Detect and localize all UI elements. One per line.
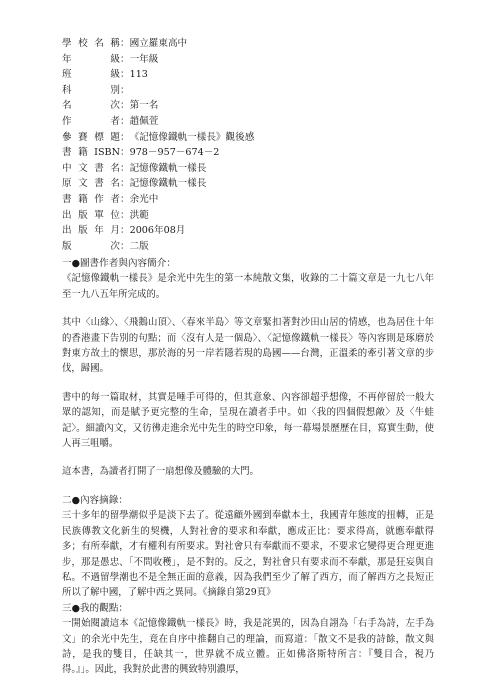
info-value: 113 — [129, 69, 148, 81]
info-row-rank: 名 次 ： 第一名 — [62, 98, 254, 114]
info-value: 《記憶像鐵軌一樣長》觀後感 — [129, 131, 255, 143]
info-row-publisher: 出版單位 ： 洪範 — [62, 208, 254, 224]
info-row-department: 科 別 ： — [62, 83, 254, 99]
paragraph: 書中的每一篇取材，其實是唾手可得的，但其意象、內容卻超乎想像，不再停留於一般大眾的認知，而是賦予更完整的生命，呈現在讀者手中。如〈我的四個假想敵〉及〈牛蛙記〉。細讀內文，又彷彿走進余光中先生的時空印象，每一幕場景歷歷在目，寫實生動，使人再三咀嚼。 — [62, 391, 434, 450]
book-info-block — [62, 36, 254, 254]
info-label: 作 者 — [62, 115, 120, 127]
info-label: 書籍作者 — [62, 193, 120, 205]
info-row-class: 班 級 ： 113 — [62, 67, 254, 83]
info-label: 學校名稱 — [62, 38, 120, 49]
info-value: 國立羅東高中 — [129, 38, 188, 49]
info-row-publish-date: 出版年月 ： 2006年08月 — [62, 223, 254, 239]
info-label: 版 次 — [62, 240, 120, 252]
info-value: 記憶像鐵軌一樣長 — [129, 178, 207, 190]
paragraph: 這本書，為讀者打開了一扇想像及體驗的大門。 — [62, 466, 259, 478]
section-heading-excerpt: 二●內容摘錄： — [62, 494, 128, 506]
info-row-edition: 版 次 ： 二版 — [62, 239, 254, 255]
info-value: 洪範 — [129, 209, 149, 221]
info-value: 二版 — [129, 240, 149, 252]
info-label: 出版年月 — [62, 225, 120, 237]
info-value: 趙佩萱 — [129, 115, 159, 127]
info-label: 年 級 — [62, 53, 120, 65]
info-label: 科 別 — [62, 84, 120, 96]
info-row-author: 作 者 ： 趙佩萱 — [62, 114, 254, 130]
info-label: 名 次 — [62, 100, 120, 112]
info-row-chinese-title: 中文書名 ： 記憶像鐵軌一樣長 — [62, 161, 254, 177]
info-value: 第一名 — [129, 100, 159, 112]
info-row-book-author: 書籍作者 ： 余光中 — [62, 192, 254, 208]
report-body — [62, 256, 434, 678]
paragraph: 三十多年的留學潮似乎是淡下去了。從遠顧外國到奉獻本土，我國青年態度的扭轉，正是民族傳教文化新生的契機，人對社會的要求和奉獻，應成正比：要求得高，就應奉獻得多；有所奉獻，才有權利有所要求。對社會只有奉獻而不要求，不要求它變得更合理更進步，那是愚忠、「不問收穫」，是不對的。反之，對社會只有要求而不奉獻，那是狂妄與自私。不過留學潮也不是全無正面的意義，因為我們至少了解了西方，而了解西方之長短正所以了解中國，了解中西之異同。《摘錄自第29頁》 — [62, 510, 434, 599]
info-value: 一年級 — [129, 53, 159, 65]
info-label: 班 級 — [62, 69, 120, 81]
section-heading-opinion: 三●我的觀點： — [62, 602, 128, 614]
info-label: 中文書名 — [62, 162, 120, 174]
info-label: 參賽標題 — [62, 131, 120, 143]
info-value: 余光中 — [129, 193, 159, 205]
info-value: 978－957－674－2 — [129, 147, 220, 159]
info-label: 原文書名 — [62, 178, 120, 190]
info-label: 出版單位 — [62, 209, 120, 221]
info-row-grade: 年 級 ： 一年級 — [62, 52, 254, 68]
info-value: 記憶像鐵軌一樣長 — [129, 162, 207, 174]
info-value: 2006年08月 — [129, 225, 186, 237]
paragraph: 其中〈山緣〉、〈飛鵝山頂〉、〈春來半島〉等文章緊扣著對沙田山居的情感，也為居住十年的香港畫下告別的句點；而〈沒有人是一個島〉、〈記憶像鐵軌一樣長〉等內容則是琢磨於對東方故土的懷思，那於海的另一岸若隱若現的島國——台灣，正溫柔的牽引著文章的步伐，歸國。 — [62, 317, 434, 375]
paragraph: 一開始閱讀這本《記憶像鐵軌一樣長》時，我是詫異的，因為自詡為「右手為詩，左手為文」的余光中先生，竟在自序中推翻自己的理論，而寫道：「散文不是我的詩餘，散文與詩，是我的雙目，任缺其一，世界就不成立體。正如佛洛斯特所言：『雙目合，視乃得。』」。因此，我對於此書的興致特別濃厚， — [62, 618, 434, 676]
info-row-school: 學校名稱 ： 國立羅東高中 — [62, 36, 254, 52]
section-heading-summary: 一●圖書作者與內容簡介： — [62, 258, 176, 269]
info-label: 書籍ISBN — [62, 147, 120, 159]
info-row-isbn: 書籍ISBN ： 978－957－674－2 — [62, 145, 254, 161]
info-row-entry-title: 參賽標題 ： 《記憶像鐵軌一樣長》觀後感 — [62, 130, 254, 146]
paragraph: 《記憶像鐵軌一樣長》是余光中先生的第一本純散文集，收錄的二十篇文章是一九七八年至一九八五年所完成的。 — [62, 273, 434, 300]
info-row-original-title: 原文書名 ： 記憶像鐵軌一樣長 — [62, 176, 254, 192]
